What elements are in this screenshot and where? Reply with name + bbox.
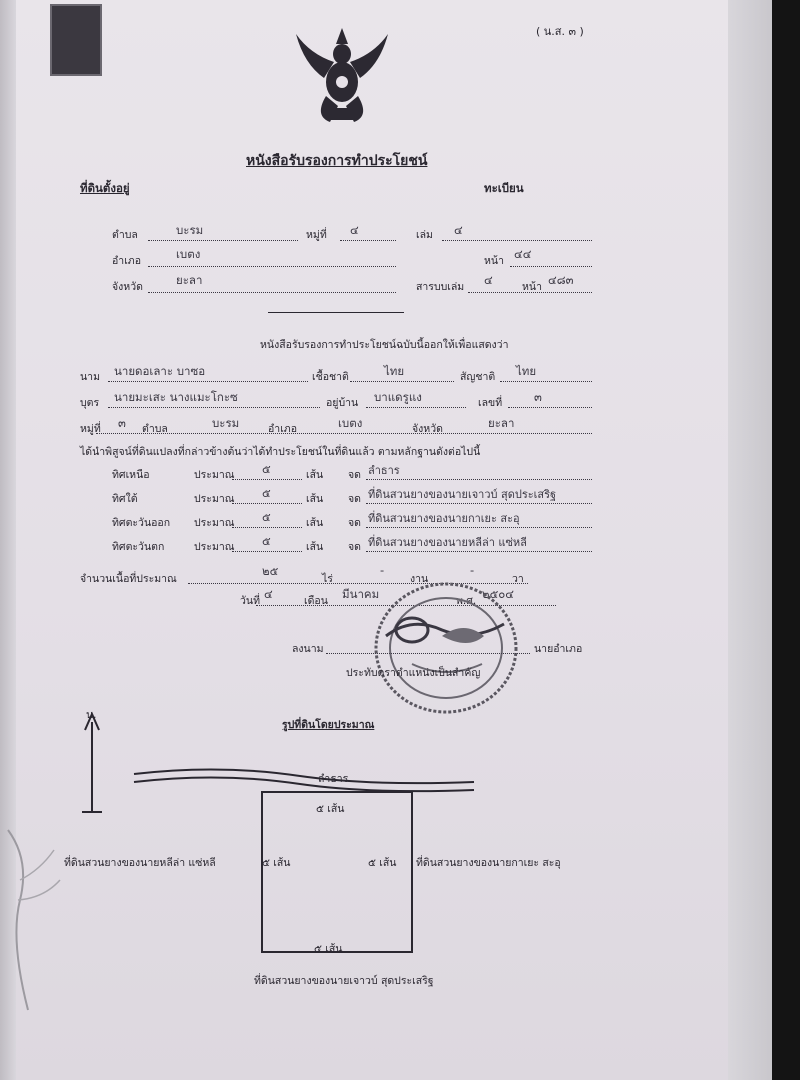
sketch-south-neighbor: ที่ดินสวนยางของนายเจาวบ์ สุดประเสริฐ [254, 975, 434, 987]
statement-text: ได้นำพิสูจน์ที่ดินแปลงที่กล่าวข้างต้นว่าได้ทำประโยชน์ในที่ดินแล้ว ตามหลักฐานดังต่อไปนี้ [80, 446, 481, 458]
page-value: ๔๔ [514, 247, 532, 261]
issue-tambon-value: บะรม [212, 416, 240, 430]
area-ngan: - [380, 563, 385, 577]
boundary-length-line [232, 527, 302, 528]
sarabob-page-value: ๔๘๓ [548, 273, 574, 287]
issue-province-label: จังหวัด [412, 423, 443, 435]
boundary-length-line [232, 479, 302, 480]
boundary-neighbor-line [366, 503, 592, 504]
lem-label: เล่ม [416, 229, 433, 241]
boundary-length: ๕ [262, 534, 271, 548]
nationality-value: ไทย [516, 364, 537, 378]
issue-intro: หนังสือรับรองการทำประโยชน์ฉบับนี้ออกให้เพื่อแสดงว่า [260, 339, 509, 351]
sarabob-value: ๔ [484, 273, 493, 287]
issue-moo-label: หมู่ที่ [80, 423, 101, 435]
sketch-right-length: ๕ เส้น [368, 857, 397, 869]
boundary-neighbor: ที่ดินสวนยางของนายหลีล่า แซ่หลี [368, 536, 527, 549]
boundary-length-line [232, 503, 302, 504]
village-value: บาแดรูแง [374, 390, 422, 404]
dried-leaf [0, 820, 70, 1020]
section-divider [268, 312, 404, 313]
house-value: ๓ [534, 390, 542, 404]
boundary-approx: ประมาณ [194, 493, 235, 505]
month-value: มีนาคม [342, 587, 380, 601]
seal-caption: ประทับตราตำแหน่งเป็นสำคัญ [346, 667, 481, 679]
issue-moo-value: ๓ [118, 416, 126, 430]
revenue-stamp [50, 4, 102, 76]
issue-amphoe-label: อำเภอ [268, 423, 298, 435]
boundary-unit: เส้น [306, 493, 324, 505]
north-label: น. [86, 709, 97, 721]
parent-label: บุตร [80, 397, 100, 409]
sign-label: ลงนาม [292, 643, 324, 655]
year-value: ๒๕๐๔ [482, 587, 515, 601]
garuda-emblem [290, 24, 394, 126]
sarabob-label: สารบบเล่ม [416, 281, 465, 293]
moo-label: หมู่ที่ [306, 229, 327, 241]
boundary-to: จด [348, 493, 361, 505]
sketch-top-length: ๕ เส้น [316, 803, 345, 815]
area-rai: ๒๕ [262, 564, 279, 578]
boundary-direction: ทิศตะวันออก [112, 517, 171, 529]
name-label: นาม [80, 371, 100, 383]
official-title: นายอำเภอ [534, 643, 583, 655]
boundary-approx: ประมาณ [194, 517, 235, 529]
issue-tambon-label: ตำบล [142, 423, 168, 435]
sketch-west-neighbor: ที่ดินสวนยางของนายหลีล่า แซ่หลี [64, 857, 216, 869]
house-label: เลขที่ [478, 397, 503, 409]
area-ngan-unit: งาน [410, 573, 429, 585]
land-sketch [70, 700, 490, 960]
boundary-unit: เส้น [306, 517, 324, 529]
boundary-neighbor-line [366, 551, 592, 552]
scan-dark-edge [772, 0, 800, 1080]
area-wa-unit: วา [512, 573, 524, 585]
boundary-direction: ทิศตะวันตก [112, 541, 165, 553]
day-label: วันที่ [240, 595, 260, 607]
boundary-approx: ประมาณ [194, 469, 235, 481]
parent-value: นายมะเสะ นางแมะโกะซ [114, 390, 238, 404]
boundary-direction: ทิศใต้ [112, 493, 138, 505]
race-value: ไทย [384, 364, 405, 378]
issue-province-value: ยะลา [488, 416, 515, 430]
boundary-unit: เส้น [306, 541, 324, 553]
area-label: จำนวนเนื้อที่ประมาณ [80, 573, 177, 585]
nationality-label: สัญชาติ [460, 371, 496, 383]
official-seal [372, 580, 520, 716]
form-code: ( น.ส. ๓ ) [536, 25, 584, 38]
boundary-neighbor-line [366, 479, 592, 480]
lem-value: ๔ [454, 223, 463, 237]
boundary-to: จด [348, 469, 361, 481]
day-value: ๔ [264, 587, 273, 601]
sketch-east-neighbor: ที่ดินสวนยางของนายกาเยะ สะอุ [416, 857, 561, 869]
province-label: จังหวัด [112, 281, 143, 293]
page-label: หน้า [484, 255, 504, 267]
province-value: ยะลา [176, 273, 203, 287]
tambon-value: บะรม [176, 223, 204, 237]
registry-heading: ทะเบียน [484, 181, 524, 195]
boundary-approx: ประมาณ [194, 541, 235, 553]
tambon-label: ตำบล [112, 229, 138, 241]
sketch-title: รูปที่ดินโดยประมาณ [282, 719, 375, 731]
area-wa: - [470, 563, 475, 577]
sketch-left-length: ๕ เส้น [262, 857, 291, 869]
stream-label: ลำธาร [318, 773, 349, 785]
land-location-heading: ที่ดินตั้งอยู่ [80, 181, 130, 195]
scan-right-margin [728, 0, 772, 1080]
document-title: หนังสือรับรองการทำประโยชน์ [246, 153, 428, 169]
race-label: เชื้อชาติ [312, 371, 349, 383]
boundary-neighbor: ลำธาร [368, 464, 400, 477]
boundary-length: ๕ [262, 462, 271, 476]
sketch-bottom-length: ๕ เส้น [314, 943, 343, 955]
boundary-length-line [232, 551, 302, 552]
boundary-neighbor: ที่ดินสวนยางของนายกาเยะ สะอุ [368, 512, 520, 525]
area-rai-unit: ไร่ [322, 573, 333, 585]
boundary-direction: ทิศเหนือ [112, 469, 150, 481]
owner-name: นายดอเลาะ บาซอ [114, 364, 206, 378]
sarabob-page-label: หน้า [522, 281, 542, 293]
amphoe-value: เบตง [176, 247, 201, 261]
boundary-unit: เส้น [306, 469, 324, 481]
boundary-to: จด [348, 541, 361, 553]
boundary-to: จด [348, 517, 361, 529]
issue-amphoe-value: เบตง [338, 416, 363, 430]
boundary-neighbor-line [366, 527, 592, 528]
boundary-length: ๕ [262, 510, 271, 524]
boundary-length: ๕ [262, 486, 271, 500]
boundary-neighbor: ที่ดินสวนยางของนายเจาวบ์ สุดประเสริฐ [368, 488, 557, 501]
year-label: พ.ศ. [456, 595, 477, 607]
moo-value: ๔ [350, 223, 359, 237]
village-label: อยู่บ้าน [326, 397, 359, 409]
month-label: เดือน [304, 595, 328, 607]
amphoe-label: อำเภอ [112, 255, 142, 267]
